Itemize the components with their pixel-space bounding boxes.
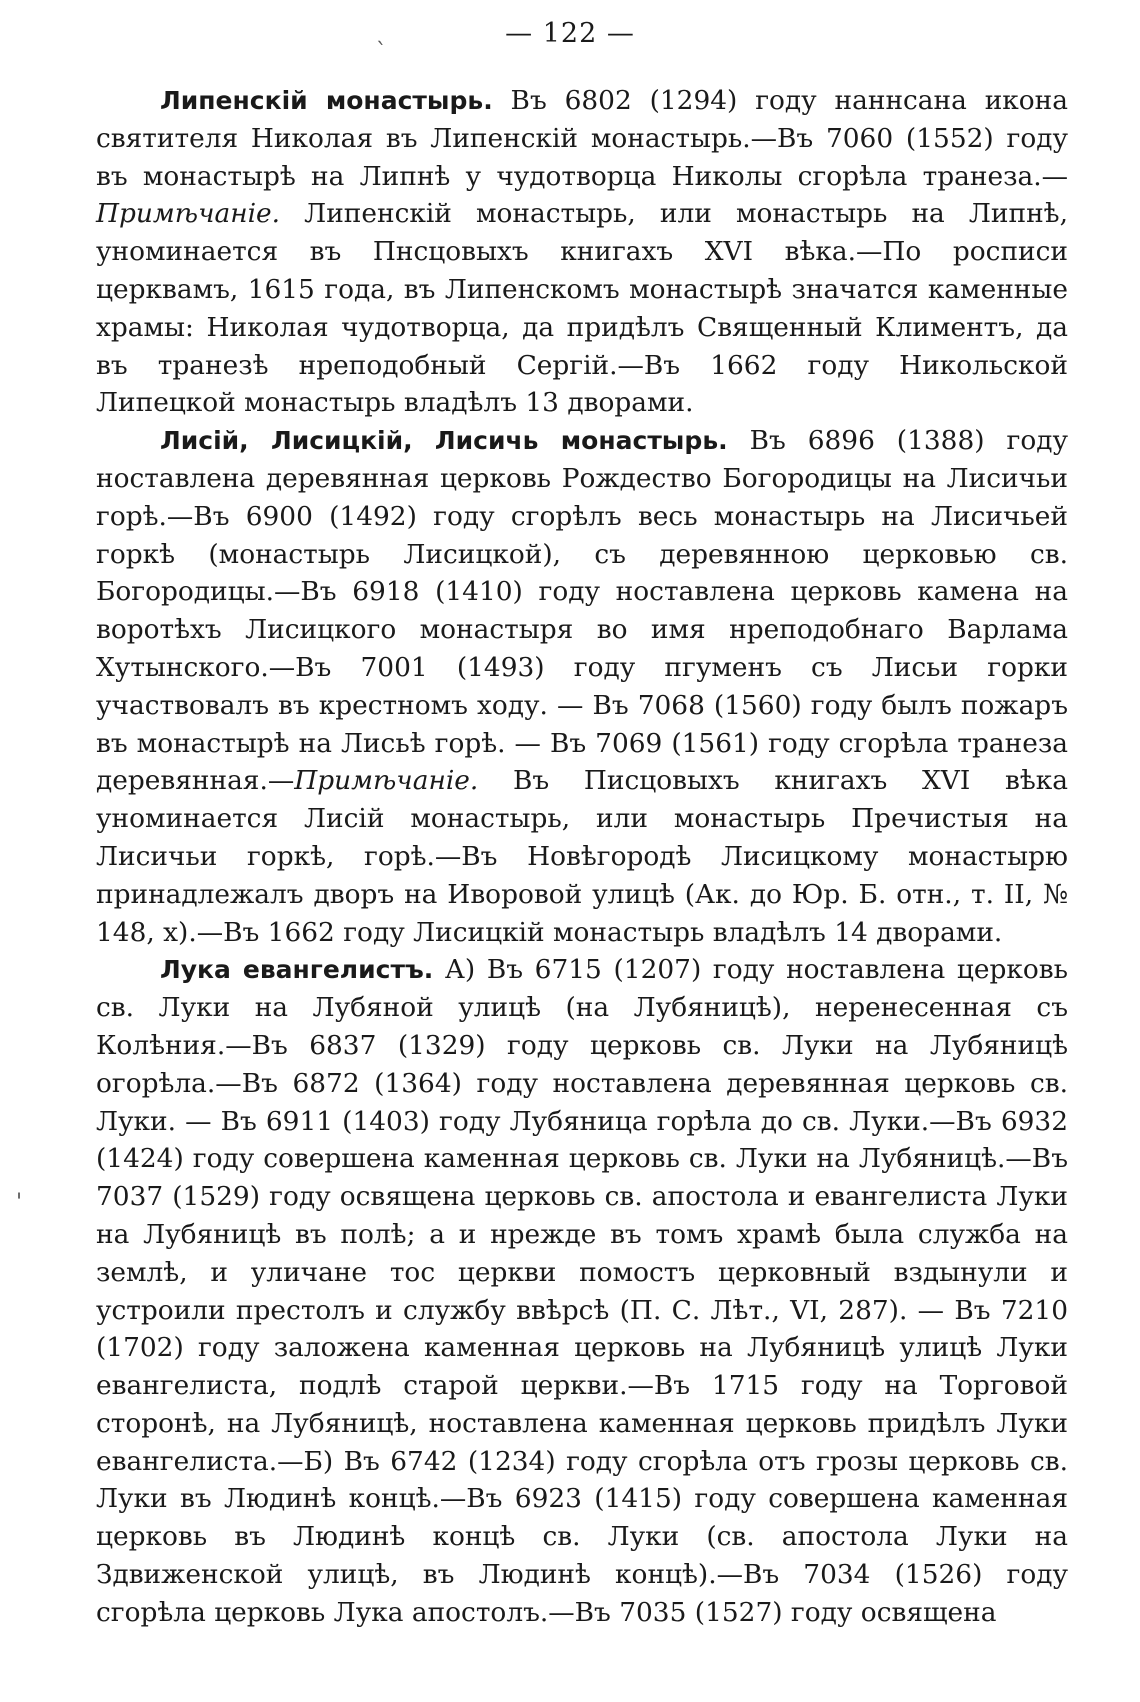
entry-heading: Лисій, Лисицкій, Лисичь монастырь. — [160, 426, 728, 456]
page-body — [96, 82, 1068, 1632]
entry-text: Въ 6802 (1294) году наннсана икона святителя Николая въ Липенскій монастырь.—Въ 7060 (1552) году въ монастырѣ на Липнѣ у чудотворца Николы сгорѣла транеза.— — [96, 85, 1069, 192]
stray-mark-left: ' — [16, 1190, 23, 1215]
entry-note-label: Примѣчаніе. — [96, 198, 281, 230]
entry-luka — [96, 951, 1068, 1631]
entry-heading: Липенскій монастырь. — [160, 86, 493, 115]
entry-text: Въ 6896 (1388) году ноставлена деревянная церковь Рождество Богородицы на Лисичьи горѣ.—Въ 6900 (1492) году сгорѣлъ весь монастырь на Лисичьей горкѣ (монастырь Лисицкой), съ деревянною церковью св. Богородицы.—Въ 6918 (1410) году ноставлена церковь камена на воротѣхъ Лисицкого монастыря во имя нреподобнаго Варлама Хутынского.—Въ 7001 (1493) году пгуменъ съ Лисьи горки участвовалъ въ крестномъ ходу. — Въ 7068 (1560) году былъ пожаръ въ монастырѣ на Лисьѣ горѣ. — Въ 7069 (1561) году сгорѣла транеза деревянная.— — [96, 425, 1068, 797]
stray-mark-top: ` — [376, 40, 387, 65]
entry-heading: Лука евангелистъ. — [160, 955, 434, 985]
entry-text: А) Въ 6715 (1207) году ноставлена церковь св. Луки на Лубяной улицѣ (на Лубяницѣ), неренесенная съ Колѣния.—Въ 6837 (1329) году церковь св. Луки на Лубяницѣ огорѣла.—Въ 6872 (1364) году ноставлена деревянная церковь св. Луки. — Въ 6911 (1403) году Лубяница горѣла до св. Луки.—Въ 6932 (1424) году совершена каменная церковь св. Луки на Лубяницѣ.—Въ 7037 (1529) году освящена церковь св. апостола и евангелиста Луки на Лубяницѣ въ полѣ; а и нрежде въ томъ храмѣ была служба на землѣ, и уличане тос церкви помостъ церковный вздынули и устроили престолъ и службу ввѣрсѣ (П. С. Лѣт., VI, 287). — Въ 7210 (1702) году заложена каменная церковь на Лубяницѣ улицѣ Луки евангелиста, подлѣ старой церкви.—Въ 1715 году на Торговой сторонѣ, на Лубяницѣ, ноставлена каменная церковь придѣлъ Луки евангелиста.—Б) Въ 6742 (1234) году сгорѣла отъ грозы церковь св. Луки въ Людинѣ концѣ.—Въ 6923 (1415) году совершена каменная церковь въ Людинѣ концѣ св. Луки (св. апостола Луки на Здвиженской улицѣ, въ Людинѣ концѣ).—Въ 7034 (1526) году сгорѣла церковь Лука апостолъ.—Въ 7035 (1527) году освящена — [96, 954, 1068, 1628]
entry-note-label: Примѣчаніе. — [294, 765, 479, 797]
entry-lipenskiy — [96, 82, 1068, 422]
entry-text-cont: Въ Писцовыхъ книгахъ XVI вѣка уноминается Лисій монастырь, или монастырь Пречистыя на Лисичьи горкѣ, горѣ.—Въ Новѣгородѣ Лисицкому монастырю принадлежалъ дворъ на Иворовой улицѣ (Ак. до Юр. Б. отн., т. II, № 148, х).—Въ 1662 году Лисицкій монастырь владѣлъ 14 дворами. — [96, 765, 1068, 948]
entry-text-cont: Липенскій монастырь, или монастырь на Липнѣ, уноминается въ Пнсцовыхъ книгахъ XVI вѣка.—По росписи церквамъ, 1615 года, въ Липенскомъ монастырѣ значатся каменные храмы: Николая чудотворца, да придѣлъ Священный Климентъ, да въ транезѣ нреподобный Сергій.—Въ 1662 году Никольской Липецкой монастырь владѣлъ 13 дворами. — [96, 198, 1068, 419]
page-number: — 122 — — [505, 18, 635, 49]
entry-lisiy — [96, 422, 1068, 951]
